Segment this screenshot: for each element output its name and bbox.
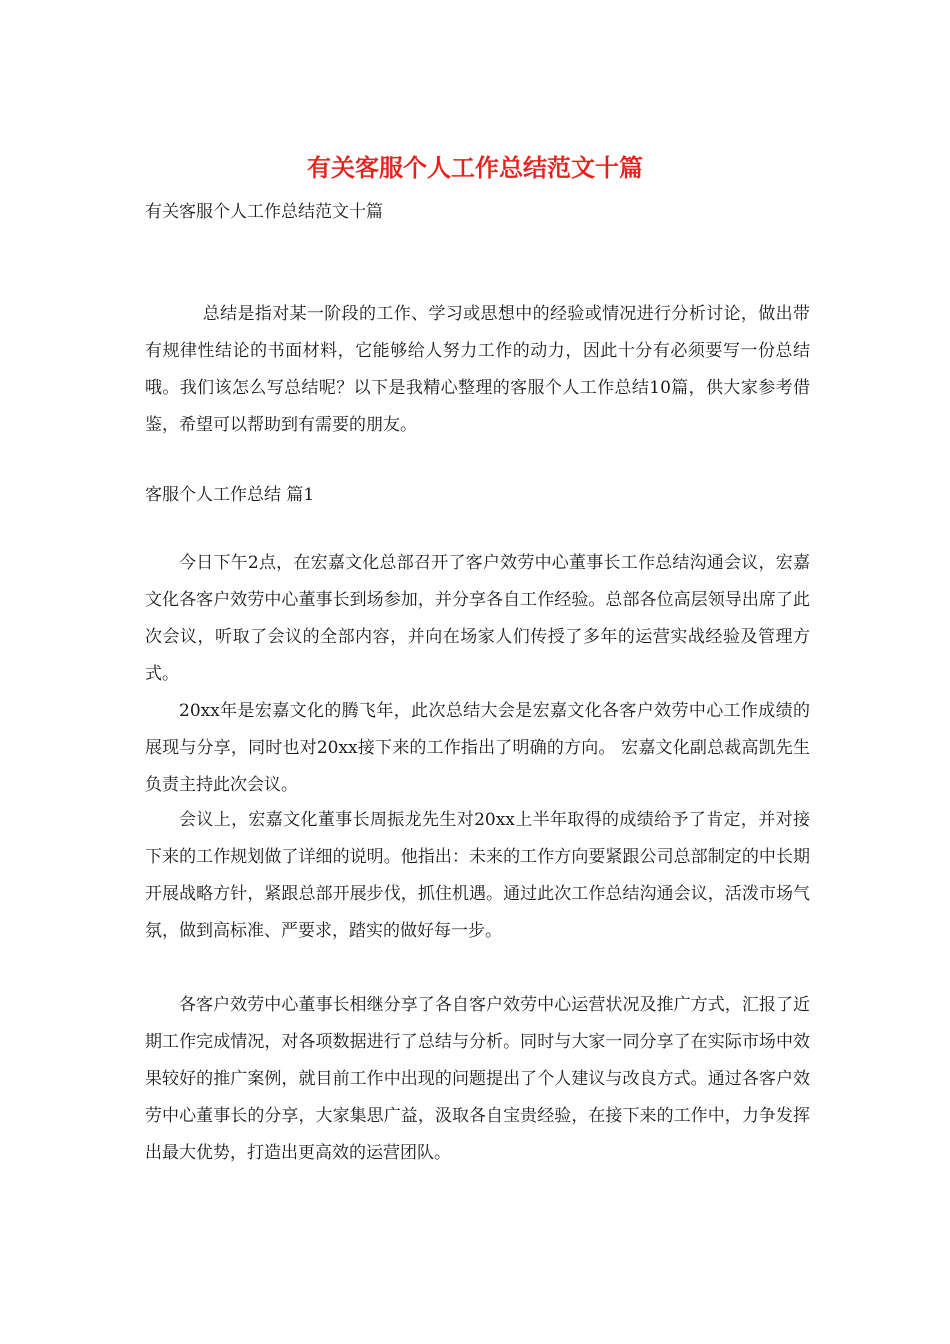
- document-title: 有关客服个人工作总结范文十篇: [307, 153, 643, 182]
- body-paragraph: 会议上，宏嘉文化董事长周振龙先生对20xx上半年取得的成绩给予了肯定，并对接下来的工作规划做了详细的说明。他指出：未来的工作方向要紧跟公司总部制定的中长期开展战略方针，紧跟总部开展步伐，抓住机遇。通过此次工作总结沟通会议，活泼市场气氛，做到高标准、严要求，踏实的做好每一步。: [145, 810, 810, 941]
- body-paragraph: 各客户效劳中心董事长相继分享了各自客户效劳中心运营状况及推广方式，汇报了近期工作完成情况，对各项数据进行了总结与分析。同时与大家一同分享了在实际市场中效果较好的推广案例，就目前工作中出现的问题提出了个人建议与改良方式。通过各客户效劳中心董事长的分享，大家集思广益，汲取各自宝贵经验，在接下来的工作中，力争发挥出最大优势，打造出更高效的运营团队。: [145, 995, 810, 1163]
- intro-paragraph: 总结是指对某一阶段的工作、学习或思想中的经验或情况进行分析讨论，做出带有规律性结论的书面材料，它能够给人努力工作的动力，因此十分有必须要写一份总结哦。我们该怎么写总结呢？以下是我精心整理的客服个人工作总结10篇，供大家参考借鉴，希望可以帮助到有需要的朋友。: [145, 304, 810, 435]
- section-heading: 客服个人工作总结 篇1: [145, 485, 315, 505]
- body-paragraph: 今日下午2点，在宏嘉文化总部召开了客户效劳中心董事长工作总结沟通会议，宏嘉文化各客户效劳中心董事长到场参加，并分享各自工作经验。总部各位高层领导出席了此次会议，听取了会议的全部内容，并向在场家人们传授了多年的运营实战经验及管理方式。: [145, 553, 810, 684]
- document-subtitle: 有关客服个人工作总结范文十篇: [145, 202, 383, 222]
- body-paragraph: 20xx年是宏嘉文化的腾飞年，此次总结大会是宏嘉文化各客户效劳中心工作成绩的展现与分享，同时也对20xx接下来的工作指出了明确的方向。 宏嘉文化副总裁高凯先生负责主持此次会议。: [145, 701, 810, 795]
